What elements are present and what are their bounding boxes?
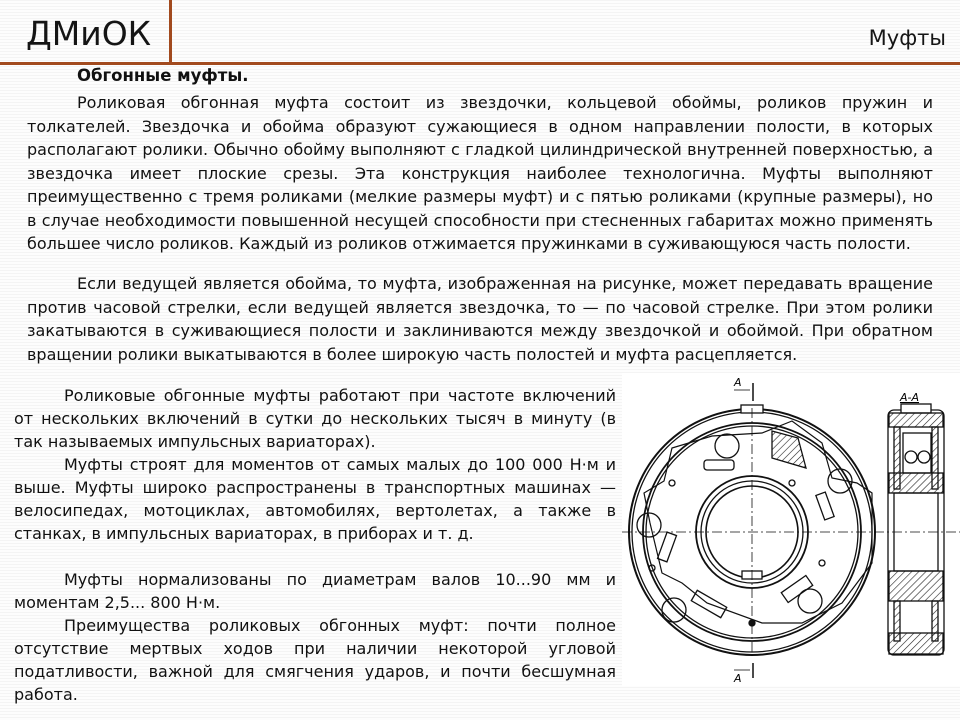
section-mark-bottom: А: [734, 672, 742, 685]
clutch-drawing: [622, 373, 960, 686]
paragraph-applications: Муфты строят для моментов от самых малых до 100 000 Н·м и выше. Муфты широко распространены в транспортных машинах — велосипедах, мотоциклах, автомобилях, вертолетах, а также в станках, в импульсных вариаторах, в приборах и т. д.: [14, 455, 616, 543]
section-mark-top: А: [734, 376, 742, 389]
paragraph-advantages: Преимущества роликовых обгонных муфт: почти полное отсутствие мертвых ходов при наличии некоторой угловой податливости, важной для смягчения ударов, и почти бесшумная работа.: [14, 616, 616, 704]
section-view-label: А-А: [900, 391, 920, 404]
course-logo: ДМиОК: [26, 14, 152, 53]
paragraph-operation: Если ведущей является обойма, то муфта, изображенная на рисунке, может передавать вращение против часовой стрелки, если ведущей является звездочка, то — по часовой стрелке. При этом ролики закатываются в суживающиеся полости и заклиниваются между звездочкой и обоймой. При обратном вращении ролики выкатываются в более широкую часть полостей и муфта расцепляется.: [27, 274, 933, 364]
section-title: Муфты: [868, 26, 946, 50]
section-view: [888, 404, 944, 655]
paragraph-design: Роликовая обгонная муфта состоит из звездочки, кольцевой обоймы, роликов пружин и толкателей. Звездочка и обойма образуют сужающиеся в одном направлении полости, в которых располагают ролики. Обычно обойму выполняют с гладкой цилиндрической внутренней поверхностью, а звездочка имеет плоские срезы. Эта конструкция наиболее технологична. Муфты выполняют преимущественно с тремя роликами (мелкие размеры муфт) и с пятью роликами (крупные размеры), но в случае необходимости повышенной несущей способности при стесненных габаритах можно применять большее число роликов. Каждый из роликов отжимается пружинками в суживающуюся часть полости.: [27, 93, 933, 253]
header-vertical-divider: [169, 0, 172, 64]
paragraph-standards: Муфты нормализованы по диаметрам валов 10...90 мм и моментам 2,5... 800 Н·м.: [14, 570, 616, 612]
header-horizontal-divider: [0, 62, 960, 65]
slide-heading: Обгонные муфты.: [77, 66, 249, 85]
overrunning-clutch-figure: [622, 373, 960, 686]
paragraph-frequency: Роликовые обгонные муфты работают при частоте включений от нескольких включений в сутки до нескольких тысяч в минуту (в так называемых импульсных вариаторах).: [14, 386, 616, 451]
